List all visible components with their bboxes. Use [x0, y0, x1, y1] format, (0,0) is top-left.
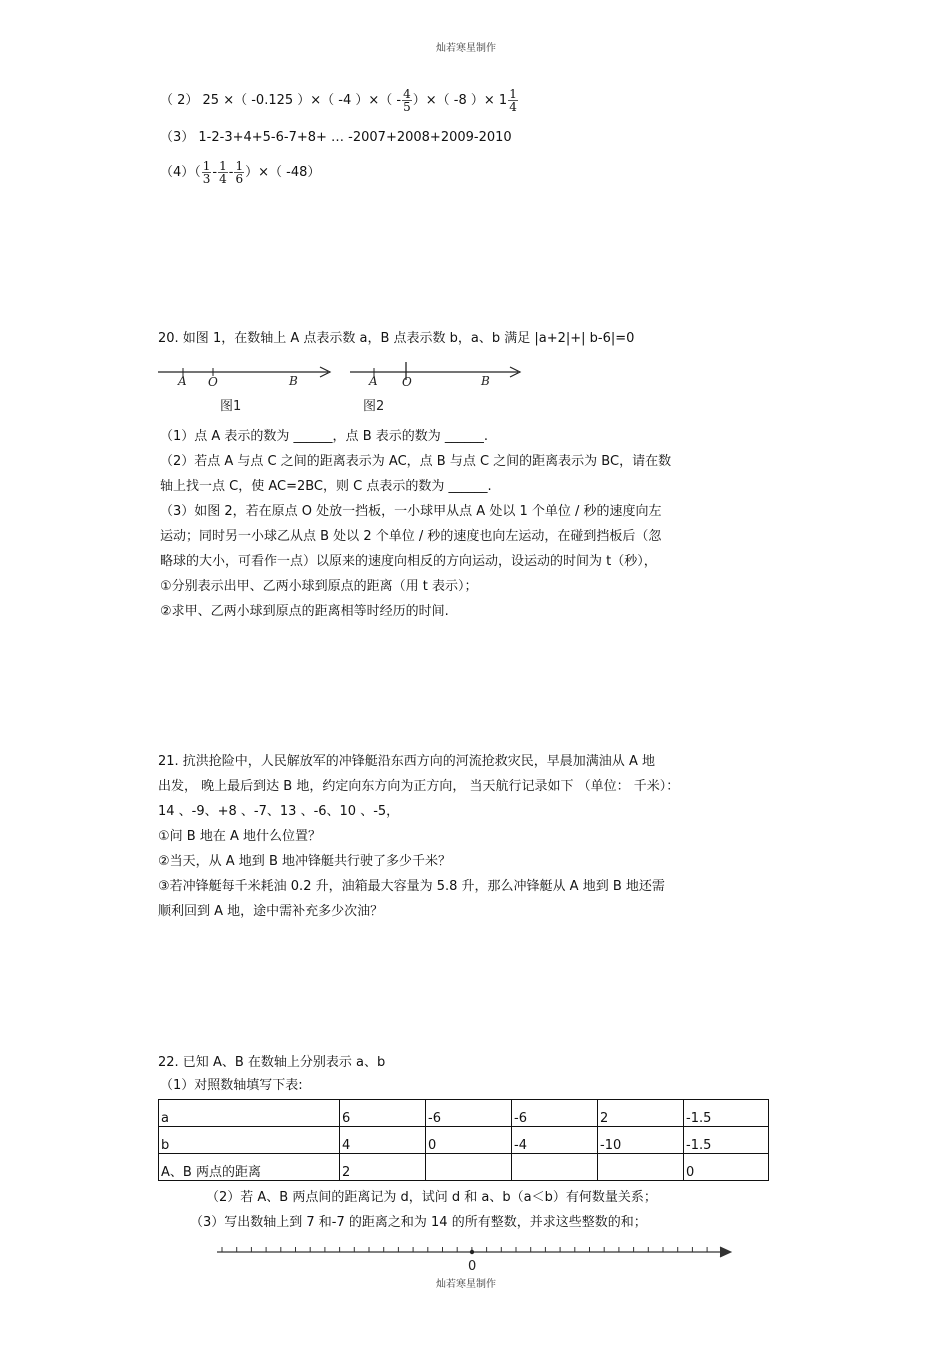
q20-line: 运动；同时另一小球乙从点 B 处以 2 个单位 / 秒的速度也向左运动，在碰到挡板后（忽	[160, 529, 662, 544]
q20-line: （1）点 A 表示的数为 ______，点 B 表示的数为 ______.	[160, 429, 489, 444]
q21-line: 顺利回到 A 地，途中需补充多少次油？	[158, 904, 384, 919]
q20-line: （3）如图 2，若在原点 O 处放一挡板，一小球甲从点 A 处以 1 个单位 / 秒的速度向左	[160, 504, 662, 519]
table-cell: a	[159, 1100, 340, 1127]
q20-line: ②求甲、乙两小球到原点的距离相等时经历的时间.	[160, 604, 449, 619]
table-cell: 2	[340, 1154, 426, 1181]
q22-part2: （2）若 A、B 两点间的距离记为 d，试问 d 和 a、b（a＜b）有何数量关系；	[206, 1190, 657, 1205]
q20-title: 20. 如图 1，在数轴上 A 点表示数 a，B 点表示数 b，a、b 满足 |a+2|+| b-6|=0	[158, 331, 635, 346]
caption-fig2: 图2	[363, 399, 385, 414]
label-b: B	[481, 374, 490, 388]
page-footer: 灿若寒星制作	[436, 1279, 496, 1290]
table-cell: 6	[340, 1100, 426, 1127]
q21-line: 出发， 晚上最后到达 B 地，约定向东方向为正方向， 当天航行记录如下 （单位： 千米）：	[158, 779, 680, 794]
table-cell: 2	[598, 1100, 684, 1127]
table-cell: -1.5	[684, 1100, 769, 1127]
label-a: A	[178, 374, 187, 388]
denominator: 6	[235, 172, 244, 186]
axis-arrow	[720, 1247, 731, 1257]
q19-part2-text-b: ）×（ -8 ）× 1	[412, 93, 508, 108]
q19-part4-text-b: ）×（ -48）	[245, 165, 321, 180]
q20-line: ①分别表示出甲、乙两小球到原点的距离（用 t 表示）；	[160, 579, 478, 594]
numerator: 4	[403, 87, 411, 101]
table-cell: b	[159, 1127, 340, 1154]
numerator: 1	[219, 159, 227, 173]
table-cell: -4	[512, 1127, 598, 1154]
q22-part3: （3）写出数轴上到 7 和-7 的距离之和为 14 的所有整数，并求这些整数的和；	[190, 1215, 647, 1230]
minus-sign: -	[212, 165, 218, 180]
q21-line: 14 、-9、+8 、-7、13 、-6、10 、-5，	[158, 804, 400, 819]
denominator: 3	[202, 172, 211, 186]
q22-part1: （1）对照数轴填写下表:	[160, 1078, 303, 1093]
origin-dot	[470, 1250, 474, 1254]
axis-zero-label: 0	[468, 1259, 477, 1274]
q21-line: ③若冲锋艇每千米耗油 0.2 升，油箱最大容量为 5.8 升，那么冲锋艇从 A 地到 B 地还需	[158, 879, 665, 894]
q19-part4-text-a: （4）（	[160, 165, 201, 180]
q21-line: ②当天，从 A 地到 B 地冲锋艇共行驶了多少千米？	[158, 854, 451, 869]
table-cell: -6	[512, 1100, 598, 1127]
minus-sign: -	[228, 165, 234, 180]
numerator: 1	[509, 87, 517, 101]
table-cell: -1.5	[684, 1127, 769, 1154]
label-o: O	[208, 375, 218, 389]
q21-line: 21. 抗洪抢险中，人民解放军的冲锋艇沿东西方向的河流抢救灾民，早晨加满油从 A 地	[158, 754, 655, 769]
denominator: 4	[509, 100, 517, 114]
q22-title: 22. 已知 A、B 在数轴上分别表示 a、b	[158, 1055, 386, 1070]
q19-part2-text-a: （ 2） 25 ×（ -0.125 ）×（ -4 ）×（ -	[160, 93, 402, 108]
table-cell: -10	[598, 1127, 684, 1154]
q20-line: （2）若点 A 与点 C 之间的距离表示为 AC，点 B 与点 C 之间的距离表示为 BC，请在数	[160, 454, 672, 469]
denominator: 5	[403, 100, 411, 114]
axis-ticks	[222, 1247, 707, 1252]
numerator: 1	[202, 159, 211, 173]
q19-part3: （3） 1-2-3+4+5-6-7+8+ … -2007+2008+2009-2010	[160, 130, 512, 145]
label-b: B	[289, 374, 298, 388]
page-header: 灿若寒星制作	[436, 43, 496, 54]
q20-line: 略球的大小，可看作一点）以原来的速度向相反的方向运动，设运动的时间为 t（秒），	[160, 554, 657, 569]
label-o: O	[402, 375, 412, 389]
denominator: 4	[219, 172, 227, 186]
table-cell: 0	[426, 1127, 512, 1154]
table-cell: 4	[340, 1127, 426, 1154]
numerator: 1	[235, 159, 244, 173]
caption-fig1: 图1	[220, 399, 242, 414]
table-cell: A、B 两点的距离	[159, 1154, 340, 1181]
q21-line: ①问 B 地在 A 地什么位置？	[158, 829, 321, 844]
table-cell: -6	[426, 1100, 512, 1127]
label-a: A	[369, 374, 378, 388]
q20-line: 轴上找一点 C，使 AC=2BC，则 C 点表示的数为 ______.	[160, 479, 492, 494]
table-cell: 0	[684, 1154, 769, 1181]
